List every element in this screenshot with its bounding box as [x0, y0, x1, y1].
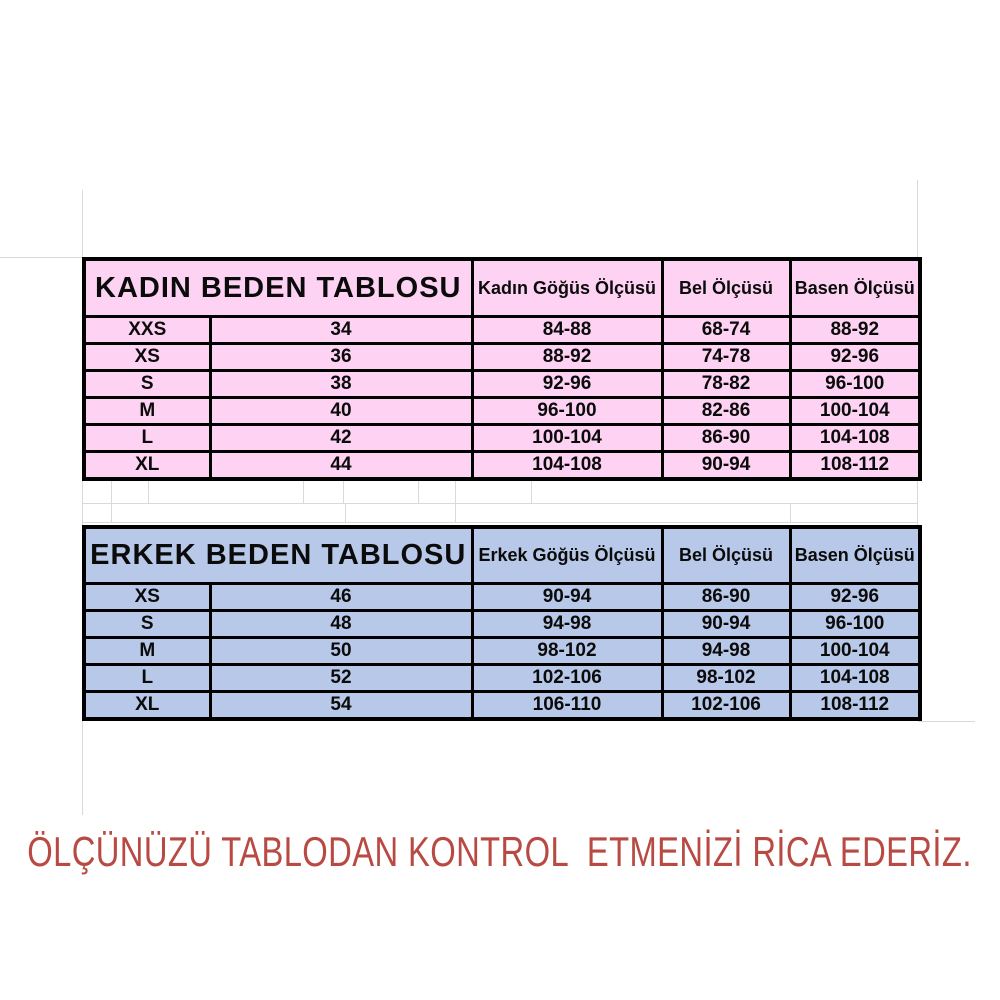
cell-chest: 104-108	[472, 452, 662, 480]
cell-waist: 102-106	[662, 692, 790, 720]
gridline	[918, 721, 975, 722]
gridline	[531, 481, 532, 503]
cell-chest: 98-102	[472, 638, 662, 665]
cell-waist: 68-74	[662, 317, 790, 344]
gridline	[345, 503, 346, 522]
cell-beden: 40	[210, 398, 472, 425]
cell-size: L	[84, 665, 210, 692]
women-size-table	[82, 257, 922, 481]
cell-waist: 86-90	[662, 425, 790, 452]
cell-chest: 92-96	[472, 371, 662, 398]
table-row	[84, 665, 920, 692]
cell-hip: 104-108	[790, 425, 920, 452]
column-header-hip: Basen Ölçüsü	[790, 527, 920, 584]
cell-hip: 92-96	[790, 584, 920, 611]
cell-waist: 90-94	[662, 611, 790, 638]
cell-chest: 90-94	[472, 584, 662, 611]
column-header-chest: Erkek Göğüs Ölçüsü	[472, 527, 662, 584]
cell-hip: 108-112	[790, 452, 920, 480]
gridline	[343, 481, 344, 503]
cell-size: M	[84, 638, 210, 665]
cell-beden: 34	[210, 317, 472, 344]
table-header-row	[84, 259, 920, 317]
cell-hip: 108-112	[790, 692, 920, 720]
cell-hip: 104-108	[790, 665, 920, 692]
table-row	[84, 452, 920, 480]
cell-hip: 96-100	[790, 611, 920, 638]
gridline	[0, 257, 82, 258]
cell-size: M	[84, 398, 210, 425]
cell-chest: 94-98	[472, 611, 662, 638]
table-row	[84, 692, 920, 720]
gridline	[303, 481, 304, 503]
cell-waist: 94-98	[662, 638, 790, 665]
cell-size: L	[84, 425, 210, 452]
notice-text: ÖLÇÜNÜZÜ TABLODAN KONTROL ETMENİZİ RİCA EDERİZ.	[27, 828, 973, 875]
cell-chest: 96-100	[472, 398, 662, 425]
table-row	[84, 611, 920, 638]
cell-waist: 98-102	[662, 665, 790, 692]
cell-beden: 38	[210, 371, 472, 398]
gridline	[82, 190, 83, 257]
cell-size: XS	[84, 344, 210, 371]
cell-size: XL	[84, 452, 210, 480]
table-row	[84, 371, 920, 398]
cell-beden: 44	[210, 452, 472, 480]
cell-beden: 46	[210, 584, 472, 611]
cell-beden: 36	[210, 344, 472, 371]
table-row	[84, 398, 920, 425]
column-header-hip: Basen Ölçüsü	[790, 259, 920, 317]
gridline	[455, 481, 456, 503]
cell-hip: 96-100	[790, 371, 920, 398]
cell-hip: 88-92	[790, 317, 920, 344]
cell-size: XL	[84, 692, 210, 720]
cell-beden: 48	[210, 611, 472, 638]
table-header-row	[84, 527, 920, 584]
gridline	[82, 503, 918, 504]
gridline	[111, 481, 112, 503]
cell-chest: 102-106	[472, 665, 662, 692]
cell-size: XS	[84, 584, 210, 611]
cell-waist: 82-86	[662, 398, 790, 425]
column-header-waist: Bel Ölçüsü	[662, 527, 790, 584]
column-header-waist: Bel Ölçüsü	[662, 259, 790, 317]
gridline	[82, 522, 918, 523]
gridline	[111, 503, 112, 522]
cell-beden: 42	[210, 425, 472, 452]
cell-chest: 106-110	[472, 692, 662, 720]
column-header-chest: Kadın Göğüs Ölçüsü	[472, 259, 662, 317]
cell-hip: 100-104	[790, 398, 920, 425]
table-row	[84, 344, 920, 371]
gridline	[917, 180, 918, 257]
cell-waist: 86-90	[662, 584, 790, 611]
table-row	[84, 584, 920, 611]
cell-waist: 90-94	[662, 452, 790, 480]
gridline	[455, 503, 456, 522]
cell-hip: 92-96	[790, 344, 920, 371]
notice-banner	[0, 828, 1000, 876]
cell-beden: 54	[210, 692, 472, 720]
gridline	[790, 503, 791, 522]
women-table-title: KADIN BEDEN TABLOSU	[84, 259, 472, 317]
men-size-table	[82, 525, 922, 721]
cell-waist: 74-78	[662, 344, 790, 371]
cell-beden: 52	[210, 665, 472, 692]
cell-chest: 88-92	[472, 344, 662, 371]
cell-size: S	[84, 611, 210, 638]
gridline	[148, 481, 149, 503]
cell-chest: 100-104	[472, 425, 662, 452]
cell-beden: 50	[210, 638, 472, 665]
cell-hip: 100-104	[790, 638, 920, 665]
cell-waist: 78-82	[662, 371, 790, 398]
cell-size: S	[84, 371, 210, 398]
table-row	[84, 638, 920, 665]
men-table-title: ERKEK BEDEN TABLOSU	[84, 527, 472, 584]
cell-chest: 84-88	[472, 317, 662, 344]
gridline	[418, 481, 419, 503]
cell-size: XXS	[84, 317, 210, 344]
table-row	[84, 317, 920, 344]
table-row	[84, 425, 920, 452]
